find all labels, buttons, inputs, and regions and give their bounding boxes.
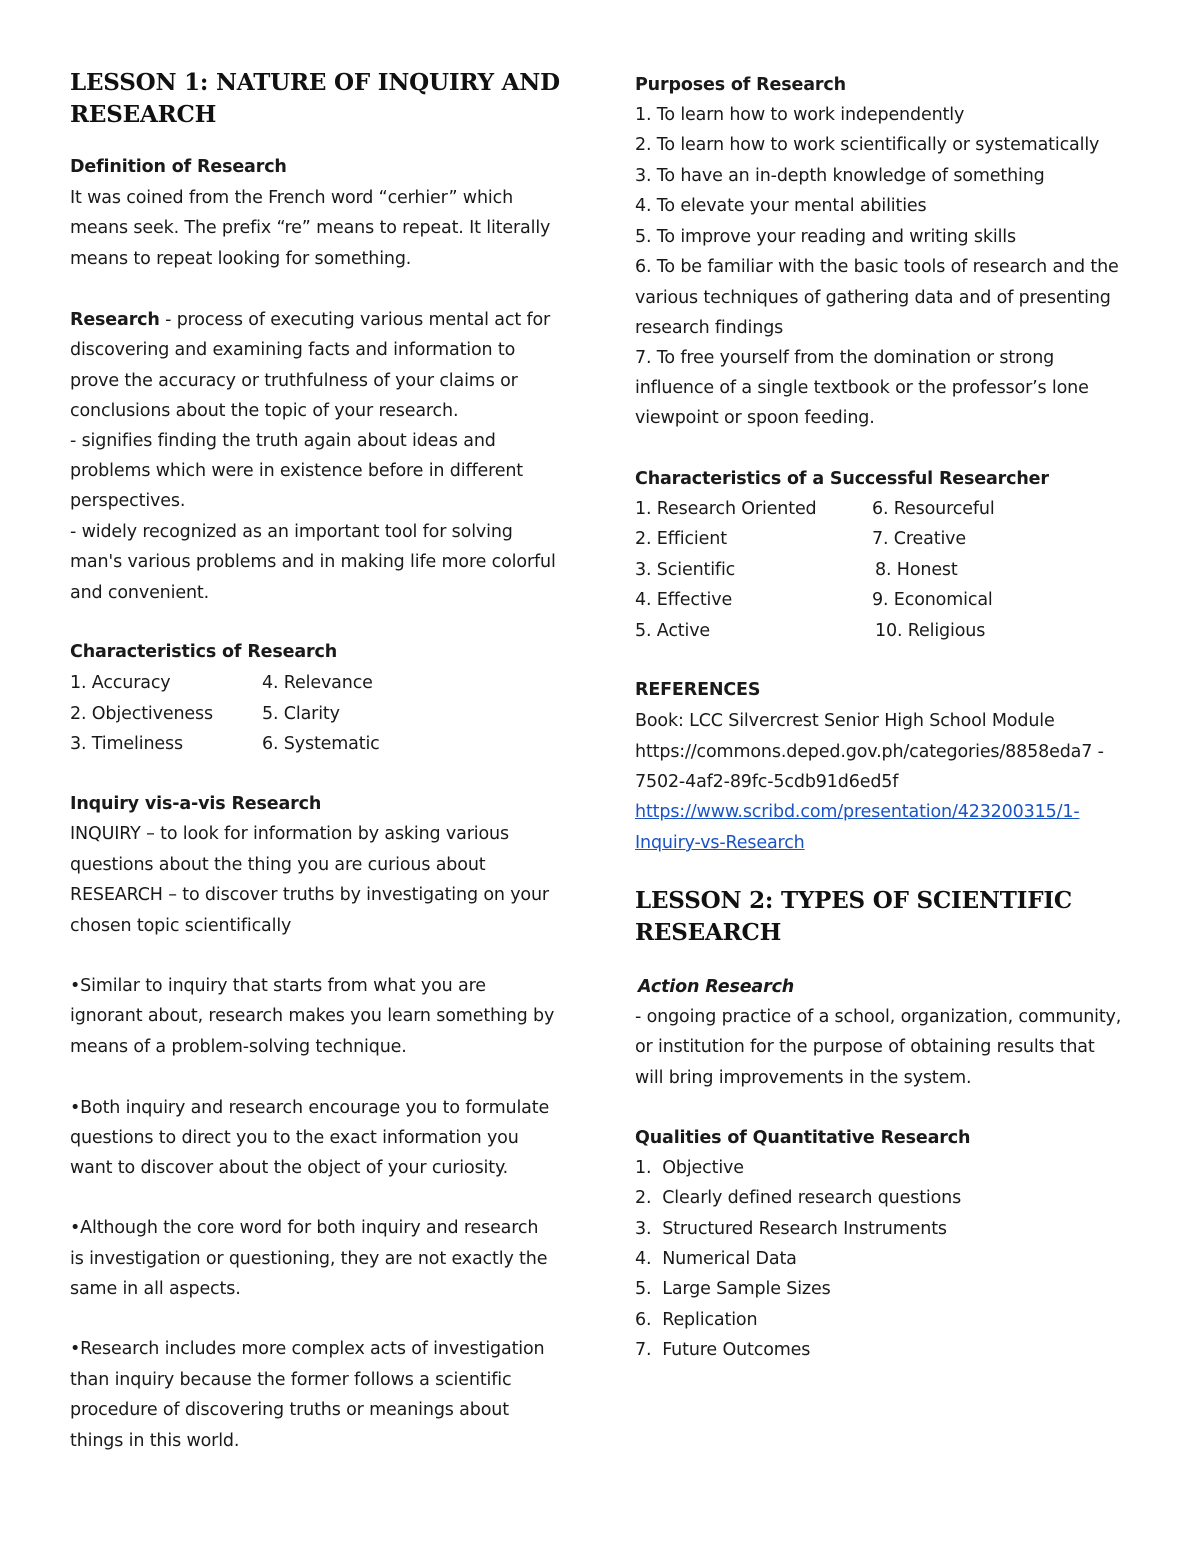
list-item: 7. To free yourself from the domination or strong	[635, 348, 1055, 368]
paragraph-line: means to repeat looking for something.	[70, 249, 412, 269]
paragraph-line: will bring improvements in the system.	[635, 1068, 972, 1088]
paragraph-line: want to discover about the object of your curiosity.	[70, 1158, 509, 1178]
lesson2-title: LESSON 2: TYPES OF SCIENTIFIC	[635, 887, 1073, 914]
reference-link[interactable]: https://www.scribd.com/presentation/423200315/1-	[635, 802, 1080, 822]
list-item: 2. Objectiveness	[70, 704, 213, 724]
researcher-heading: Characteristics of a Successful Researcher	[635, 469, 1049, 489]
paragraph-line: INQUIRY – to look for information by asking various	[70, 824, 509, 844]
list-item: 2. To learn how to work scientifically or systematically	[635, 135, 1100, 155]
inquiry-heading: Inquiry vis-a-vis Research	[70, 794, 322, 814]
list-item: 5. Clarity	[262, 704, 340, 724]
references-heading: REFERENCES	[635, 680, 761, 700]
paragraph-line: conclusions about the topic of your research.	[70, 401, 459, 421]
paragraph-line: It was coined from the French word “cerhier” which	[70, 188, 514, 208]
paragraph-line: RESEARCH – to discover truths by investigating on your	[70, 885, 549, 905]
paragraph-line: - widely recognized as an important tool for solving	[70, 522, 513, 542]
bullet-paragraph-line: •Similar to inquiry that starts from what you are	[70, 976, 486, 996]
paragraph-line: ignorant about, research makes you learn something by	[70, 1006, 555, 1026]
paragraph-line: man's various problems and in making life more colorful	[70, 552, 556, 572]
list-item: 3. Scientific	[635, 560, 736, 580]
research-term: Research	[70, 310, 160, 330]
list-item: 5. To improve your reading and writing skills	[635, 227, 1016, 247]
bullet-paragraph-line: •Research includes more complex acts of investigation	[70, 1339, 545, 1359]
list-item-cont: viewpoint or spoon feeding.	[635, 408, 875, 428]
list-item: 1. Research Oriented	[635, 499, 817, 519]
list-item: 5. Active	[635, 621, 711, 641]
paragraph-line: questions to direct you to the exact information you	[70, 1128, 519, 1148]
paragraph-line: - ongoing practice of a school, organization, community,	[635, 1007, 1122, 1027]
paragraph-line: than inquiry because the former follows a scientific	[70, 1370, 512, 1390]
list-item: 1. Accuracy	[70, 673, 171, 693]
paragraph-line: questions about the thing you are curious about	[70, 855, 486, 875]
action-research-heading: Action Research	[638, 977, 795, 997]
qualities-heading: Qualities of Quantitative Research	[635, 1128, 971, 1148]
bullet-paragraph-line: •Both inquiry and research encourage you to formulate	[70, 1098, 550, 1118]
paragraph-line: same in all aspects.	[70, 1279, 241, 1299]
list-item: 4. Numerical Data	[635, 1249, 797, 1269]
list-item: 7. Creative	[872, 529, 966, 549]
list-item: 2. Clearly defined research questions	[635, 1188, 962, 1208]
paragraph-line: prove the accuracy or truthfulness of your claims or	[70, 371, 518, 391]
paragraph-line: perspectives.	[70, 491, 186, 511]
paragraph-line: chosen topic scientifically	[70, 916, 292, 936]
lesson1-title: LESSON 1: NATURE OF INQUIRY AND	[70, 69, 560, 96]
definition-heading: Definition of Research	[70, 157, 287, 177]
lesson2-title-cont: RESEARCH	[635, 919, 782, 946]
list-item: 10. Religious	[875, 621, 986, 641]
reference-line: Book: LCC Silvercrest Senior High School Module	[635, 711, 1055, 731]
list-item: 6. Systematic	[262, 734, 380, 754]
list-item-cont: research findings	[635, 318, 784, 338]
list-item: 3. Timeliness	[70, 734, 183, 754]
list-item: 6. Resourceful	[872, 499, 995, 519]
reference-link-cont[interactable]: Inquiry-vs-Research	[635, 833, 805, 853]
list-item: 3. To have an in-depth knowledge of something	[635, 166, 1045, 186]
paragraph-line: means of a problem-solving technique.	[70, 1037, 407, 1057]
purposes-heading: Purposes of Research	[635, 75, 846, 95]
list-item: 2. Efficient	[635, 529, 727, 549]
lesson1-title-cont: RESEARCH	[70, 101, 217, 128]
reference-line: https://commons.deped.gov.ph/categories/8858eda7 -	[635, 742, 1104, 762]
list-item: 7. Future Outcomes	[635, 1340, 811, 1360]
paragraph-line: discovering and examining facts and information to	[70, 340, 516, 360]
list-item: 5. Large Sample Sizes	[635, 1279, 831, 1299]
list-item: 6. Replication	[635, 1310, 758, 1330]
paragraph-line: or institution for the purpose of obtaining results that	[635, 1037, 1095, 1057]
paragraph-line: procedure of discovering truths or meanings about	[70, 1400, 509, 1420]
characteristics-heading: Characteristics of Research	[70, 642, 338, 662]
list-item: 9. Economical	[872, 590, 993, 610]
research-definition-line	[70, 309, 550, 331]
list-item: 4. To elevate your mental abilities	[635, 196, 927, 216]
list-item: 6. To be familiar with the basic tools of research and the	[635, 257, 1119, 277]
list-item: 1. Objective	[635, 1158, 744, 1178]
paragraph-line: means seek. The prefix “re” means to repeat. It literally	[70, 218, 551, 238]
paragraph-text: - process of executing various mental act for	[159, 310, 551, 330]
paragraph-line: problems which were in existence before in different	[70, 461, 524, 481]
list-item: 8. Honest	[875, 560, 958, 580]
paragraph-line: - signifies finding the truth again about ideas and	[70, 431, 496, 451]
bullet-paragraph-line: •Although the core word for both inquiry and research	[70, 1218, 539, 1238]
reference-line: 7502-4af2-89fc-5cdb91d6ed5f	[635, 772, 899, 792]
list-item: 1. To learn how to work independently	[635, 105, 965, 125]
paragraph-line: things in this world.	[70, 1431, 240, 1451]
list-item: 4. Effective	[635, 590, 733, 610]
paragraph-line: and convenient.	[70, 583, 210, 603]
list-item: 3. Structured Research Instruments	[635, 1219, 947, 1239]
list-item: 4. Relevance	[262, 673, 373, 693]
list-item-cont: various techniques of gathering data and of presenting	[635, 288, 1111, 308]
paragraph-line: is investigation or questioning, they are not exactly the	[70, 1249, 548, 1269]
list-item-cont: influence of a single textbook or the professor’s lone	[635, 378, 1089, 398]
